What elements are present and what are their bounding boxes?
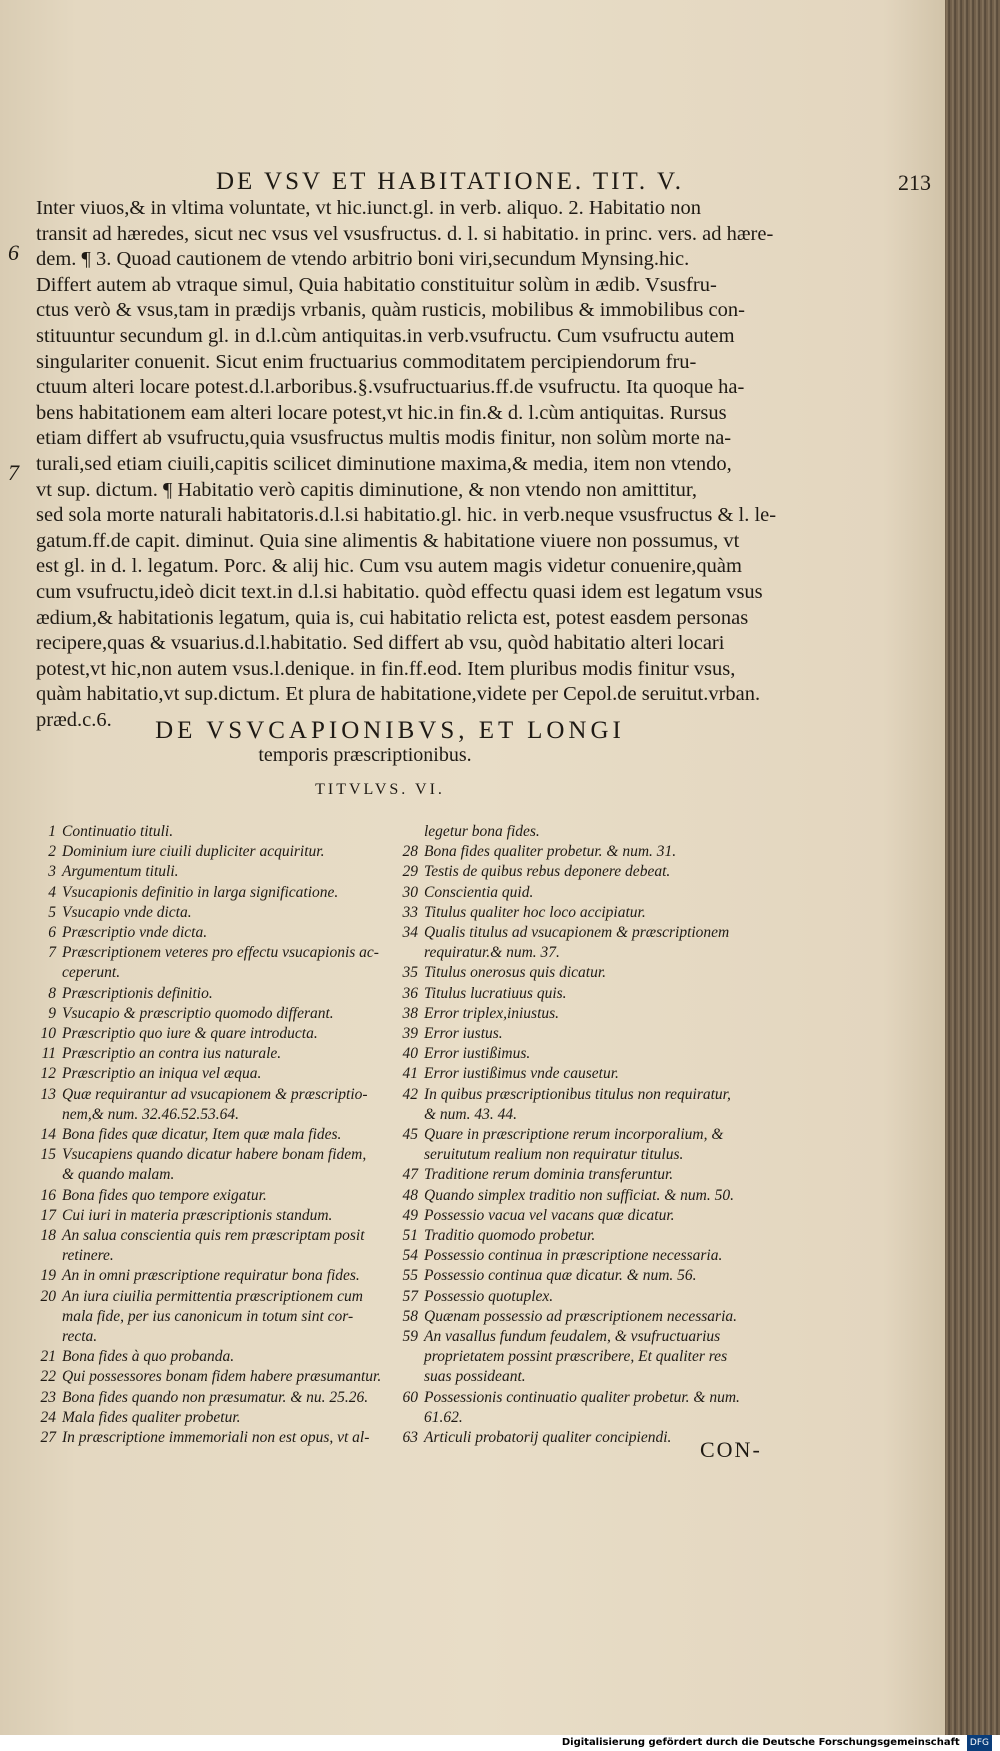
index-text: Traditio quomodo probetur. [424, 1227, 596, 1245]
index-entry [30, 842, 410, 862]
index-entry [392, 822, 762, 842]
body-line: ctus verò & vsus,tam in prædijs vrbanis, quàm rusticis, mobilibus & immobilibus con- [36, 299, 745, 322]
index-text: Conscientia quid. [424, 883, 534, 901]
index-entry [392, 903, 762, 923]
index-number: 59 [402, 1328, 418, 1346]
index-text: Præscriptio quo iure & quare introducta. [62, 1025, 318, 1043]
index-entry [392, 1246, 762, 1266]
index-number: 3 [48, 863, 56, 881]
index-text: Vsucapionis definitio in larga significatione. [62, 883, 339, 901]
index-number: 45 [402, 1126, 418, 1144]
index-number: 9 [48, 1004, 56, 1022]
index-entry [30, 1408, 410, 1428]
index-text: Qualis titulus ad vsucapionem & præscriptionem [424, 924, 730, 942]
body-line: etiam differt ab vsufructu,quia vsusfructus multis modis finitur, non solùm morte na- [36, 427, 732, 450]
index-entry [392, 1125, 762, 1145]
dfg-logo: DFG [967, 1735, 992, 1751]
index-number: 63 [402, 1429, 418, 1447]
body-line: gatum.ff.de capit. diminut. Quia sine alimentis & habitatione viuere non possumus, vt [36, 529, 740, 552]
index-text: Possessio vacua vel vacans quæ dicatur. [424, 1206, 675, 1224]
index-text: An in omni præscriptione requiratur bona fides. [62, 1267, 360, 1285]
index-text: legetur bona fides. [424, 823, 540, 840]
index-text: Quando simplex traditio non sufficiat. & num. 50. [424, 1186, 734, 1204]
index-text: Mala fides qualiter probetur. [62, 1408, 241, 1426]
index-continuation: mala fide, per ius canonicum in totum sint cor- [62, 1307, 354, 1325]
index-entry [392, 883, 762, 903]
index-number: 17 [40, 1206, 56, 1224]
index-continuation: requiratur.& num. 37. [424, 944, 560, 962]
index-number: 51 [402, 1227, 418, 1245]
index-text: Titulus qualiter hoc loco accipiatur. [424, 903, 646, 921]
index-entry [392, 1186, 762, 1206]
index-entry [30, 943, 410, 963]
index-number: 6 [48, 924, 56, 942]
index-number: 1 [48, 823, 56, 840]
index-number: 39 [402, 1025, 418, 1043]
index-entry [30, 862, 410, 882]
index-number: 38 [402, 1004, 418, 1022]
body-line: ædium,& habitationis legatum, quia is, cui habitatio relicta est, potest easdem personas [36, 606, 749, 629]
section-title: DE VSVCAPIONIBVS, ET LONGI [155, 717, 625, 744]
section-subtitle: temporis præscriptionibus. [258, 744, 472, 766]
index-text: Quæ requirantur ad vsucapionem & præscriptio- [62, 1085, 368, 1103]
body-text [36, 196, 777, 733]
index-entry [30, 1064, 410, 1084]
index-entry [392, 1064, 762, 1084]
index-number: 41 [402, 1065, 418, 1083]
index-number: 8 [48, 984, 56, 1002]
index-entry [30, 1287, 410, 1307]
body-line: dem. ¶ 3. Quoad cautionem de vtendo arbitrio boni viri,secundum Mynsing.hic. [36, 248, 690, 271]
running-head: DE VSV ET HABITATIONE. TIT. V. [215, 168, 685, 195]
index-number: 13 [40, 1085, 56, 1103]
index-continuation: retinere. [62, 1247, 114, 1265]
body-line: singulariter conuenit. Sicut enim fructuarius commoditatem percipiendorum fru- [36, 350, 697, 373]
index-entry [30, 1085, 410, 1105]
index-entry [392, 1287, 762, 1307]
index-continuation: proprietatem possint præscribere, Et qualiter res [424, 1348, 728, 1366]
index-entry [392, 1085, 762, 1105]
index-text: An iura ciuilia permittentia præscriptionem cum [62, 1287, 363, 1305]
body-line: quàm habitatio,vt sup.dictum. Et plura de habitatione,videte per Cepol.de seruitut.vrban. [36, 683, 761, 706]
index-continuation: nem,& num. 32.46.52.53.64. [62, 1105, 239, 1123]
index-text: Cui iuri in materia præscriptionis standum. [62, 1206, 333, 1224]
index-number: 23 [40, 1388, 56, 1406]
index-text: Præscriptionis definitio. [62, 984, 213, 1002]
index-text: Præscriptio an iniqua vel æqua. [62, 1065, 262, 1083]
index-entry [30, 1367, 410, 1387]
index-text: Vsucapio vnde dicta. [62, 903, 192, 921]
index-entry [30, 822, 410, 842]
index-text: Titulus lucratiuus quis. [424, 984, 567, 1002]
index-number: 47 [402, 1166, 418, 1184]
digitization-footer [0, 1735, 1000, 1751]
index-number: 29 [402, 863, 418, 881]
index-continuation: & num. 43. 44. [424, 1105, 517, 1123]
footer-text: Digitalisierung gefördert durch die Deutsche Forschungsgemeinschaft [561, 1737, 960, 1748]
index-text: Error triplex,iniustus. [424, 1004, 560, 1022]
index-number: 49 [402, 1206, 418, 1224]
index-text: Possessio continua in præscriptione necessaria. [424, 1247, 723, 1265]
index-entry [30, 984, 410, 1004]
index-number: 2 [48, 843, 56, 861]
index-number: 22 [40, 1368, 56, 1386]
index-text: Error iustißimus. [424, 1045, 531, 1063]
index-entry [392, 1266, 762, 1286]
index-text: Traditione rerum dominia transferuntur. [424, 1166, 674, 1184]
page-edge [945, 0, 1000, 1751]
index-entry [30, 903, 410, 923]
index-text: Titulus onerosus quis dicatur. [424, 964, 607, 982]
index-left-column [30, 822, 410, 1448]
index-text: Argumentum tituli. [62, 863, 179, 881]
index-entry [30, 1266, 410, 1286]
index-number: 40 [402, 1045, 418, 1063]
index-entry [30, 1186, 410, 1206]
body-line: vt sup. dictum. ¶ Habitatio verò capitis diminutione, & non vtendo non amittitur, [36, 478, 697, 501]
index-text: Possessio continua quæ dicatur. & num. 56. [424, 1267, 697, 1285]
index-text: Dominium iure ciuili dupliciter acquiritur. [62, 843, 325, 861]
index-entry [392, 1388, 762, 1408]
body-line: cum vsufructu,ideò dicit text.in d.l.si habitatio. quòd effectu quasi idem est legatum vsus [36, 580, 763, 603]
index-text: Error iustißimus vnde causetur. [424, 1065, 619, 1083]
index-continuation: seruitutum realium non requiratur titulus. [424, 1146, 684, 1164]
index-entry [392, 1307, 762, 1327]
index-text: Præscriptio an contra ius naturale. [62, 1045, 282, 1063]
index-entry [30, 883, 410, 903]
index-entry [392, 984, 762, 1004]
index-text: Continuatio tituli. [62, 823, 174, 840]
index-entry [30, 1347, 410, 1367]
body-line: præd.c.6. [36, 708, 112, 731]
body-line: bens habitationem eam alteri locare potest,vt hic.in fin.& d. l.cùm antiquitas. Rursus [36, 401, 727, 424]
index-entry [392, 1226, 762, 1246]
index-number: 20 [40, 1287, 56, 1305]
index-number: 27 [40, 1429, 56, 1447]
index-entry [30, 1004, 410, 1024]
index-entry [30, 1226, 410, 1246]
index-text: Qui possessores bonam fidem habere præsumantur. [62, 1368, 382, 1386]
index-entry [392, 963, 762, 983]
body-line: Differt autem ab vtraque simul, Quia habitatio constituitur solùm in ædib. Vsusfru- [36, 273, 717, 296]
margin-note-6: 6 [8, 240, 19, 265]
index-number: 21 [40, 1348, 56, 1366]
index-text: Bona fides quando non præsumatur. & nu. 25.26. [62, 1388, 369, 1406]
index-text: Articuli probatorij qualiter concipiendi. [424, 1429, 672, 1447]
index-text: Bona fides à quo probanda. [62, 1348, 235, 1366]
index-number: 19 [40, 1267, 56, 1285]
index-continuation: suas possideant. [424, 1368, 526, 1386]
index-entry [392, 1206, 762, 1226]
index-number: 34 [402, 924, 418, 942]
index-entry [392, 923, 762, 943]
index-number: 14 [40, 1126, 56, 1144]
index-text: Præscriptionem veteres pro effectu vsucapionis ac- [62, 944, 379, 962]
index-text: An salua conscientia quis rem præscriptam posit [62, 1227, 365, 1245]
index-number: 15 [40, 1146, 56, 1164]
index-number: 36 [402, 984, 418, 1002]
index-number: 24 [40, 1408, 56, 1426]
index-entry [30, 923, 410, 943]
titulus-heading: TITVLVS. VI. [315, 781, 445, 798]
index-number: 12 [40, 1065, 56, 1083]
index-text: Quænam possessio ad præscriptionem necessaria. [424, 1307, 738, 1325]
index-entry [30, 1206, 410, 1226]
index-number: 58 [402, 1307, 418, 1325]
index-number: 30 [402, 883, 418, 901]
index-number: 35 [402, 964, 418, 982]
index-text: Testis de quibus rebus deponere debeat. [424, 863, 671, 881]
index-text: An vasallus fundum feudalem, & vsufructuarius [424, 1328, 721, 1346]
catchword: CON- [700, 1437, 762, 1462]
index-text: Vsucapiens quando dicatur habere bonam fidem, [62, 1146, 367, 1164]
index-text: Bona fides quæ dicatur, Item quæ mala fides. [62, 1126, 342, 1144]
index-number [392, 822, 424, 842]
index-continuation: & quando malam. [62, 1166, 175, 1184]
body-line: turali,sed etiam ciuili,capitis scilicet diminutione maxima,& media, item non vtendo, [36, 452, 732, 475]
body-line: ctuum alteri locare potest.d.l.arboribus.§.vsufructuarius.ff.de vsufructu. Ita quoque ha- [36, 376, 745, 399]
body-line: recipere,quas & vsuarius.d.l.habitatio. Sed differt ab vsu, quòd habitatio alteri locari [36, 632, 725, 655]
index-number: 54 [402, 1247, 418, 1265]
index-number: 4 [48, 883, 56, 901]
page-number: 213 [898, 170, 931, 195]
index-continuation: recta. [62, 1328, 98, 1346]
index-number: 7 [48, 944, 56, 962]
index-entry [30, 1388, 410, 1408]
index-entry [392, 1024, 762, 1044]
index-text: Vsucapio & præscriptio quomodo differant. [62, 1004, 334, 1022]
index-entry [392, 842, 762, 862]
index-right-column [392, 822, 762, 1448]
index-text: Possessio quotuplex. [424, 1287, 554, 1305]
index-number: 55 [402, 1267, 418, 1285]
index-entry [392, 1165, 762, 1185]
index-text: Bona fides quo tempore exigatur. [62, 1186, 267, 1204]
index-number: 48 [402, 1186, 418, 1204]
index-number: 57 [402, 1287, 418, 1305]
margin-note-7: 7 [8, 460, 19, 485]
index-number: 5 [48, 903, 56, 921]
body-line: Inter viuos,& in vltima voluntate, vt hic.iunct.gl. in verb. aliquo. 2. Habitatio non [36, 197, 701, 219]
index-entry [30, 1428, 410, 1448]
index-number: 60 [402, 1388, 418, 1406]
index-entry [30, 1145, 410, 1165]
index-number: 28 [402, 843, 418, 861]
index-text: Error iustus. [424, 1025, 503, 1043]
index-number: 33 [402, 903, 418, 921]
index-entry [392, 1004, 762, 1024]
index-text: Quare in præscriptione rerum incorporalium, & [424, 1126, 724, 1144]
index-entry [30, 1125, 410, 1145]
index-text: Possessionis continuatio qualiter probetur. & num. [424, 1388, 740, 1406]
index-continuation: 61.62. [424, 1408, 463, 1426]
index-continuation: ceperunt. [62, 964, 121, 982]
body-line: potest,vt hic,non autem vsus.l.denique. in fin.ff.eod. Item pluribus modis finitur vsus, [36, 657, 736, 680]
index-entry [392, 1044, 762, 1064]
body-line: sed sola morte naturali habitatoris.d.l.si habitatio.gl. hic. in verb.neque vsusfructus & l. le- [36, 504, 777, 527]
index-number: 16 [40, 1186, 56, 1204]
body-line: transit ad hæredes, sicut nec vsus vel vsusfructus. d. l. si habitatio. in princ. vers. ad hære- [36, 222, 774, 245]
index-text: In præscriptione immemoriali non est opus, vt al- [62, 1429, 370, 1447]
index-entry [392, 862, 762, 882]
index-number: 11 [41, 1045, 56, 1063]
index-number: 10 [40, 1025, 56, 1043]
index-text: In quibus præscriptionibus titulus non requiratur, [424, 1085, 731, 1103]
index-entry [30, 1044, 410, 1064]
index-text: Præscriptio vnde dicta. [62, 924, 208, 942]
index-text: Bona fides qualiter probetur. & num. 31. [424, 843, 677, 861]
index-entry [392, 1327, 762, 1347]
index-entry [30, 1024, 410, 1044]
index-number: 18 [40, 1227, 56, 1245]
index-number: 42 [402, 1085, 418, 1103]
body-line: est gl. in d. l. legatum. Porc. & alij hic. Cum vsu autem magis videtur conuenire,quàm [36, 555, 742, 578]
body-line: stituuntur secundum gl. in d.l.cùm antiquitas.in verb.vsufructu. Cum vsufructu autem [36, 324, 735, 347]
